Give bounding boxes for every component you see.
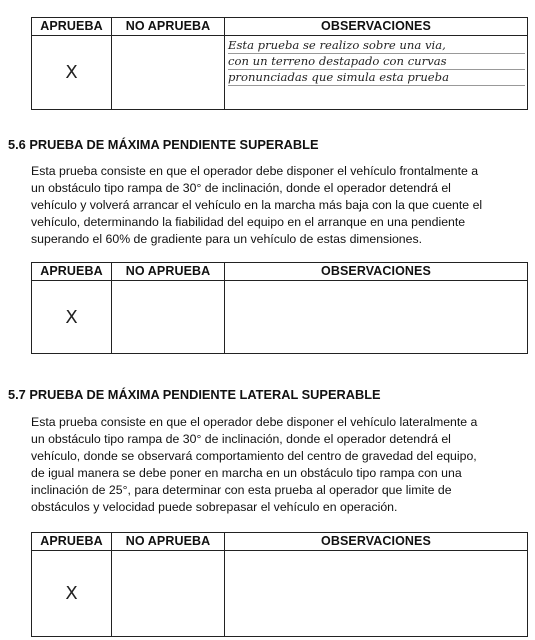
paragraph-line: un obstáculo tipo rampa de 30° de inclinación, donde el operador detendrá el bbox=[31, 181, 451, 195]
header-no-aprueba: NO APRUEBA bbox=[112, 263, 225, 281]
table-row bbox=[32, 551, 528, 637]
section-paragraph-5-7 bbox=[31, 414, 527, 516]
aprueba-mark: X bbox=[32, 281, 112, 354]
evaluation-table-3 bbox=[31, 532, 528, 637]
evaluation-table-2 bbox=[31, 262, 528, 354]
table-header-row bbox=[32, 533, 528, 551]
header-no-aprueba: NO APRUEBA bbox=[112, 18, 225, 36]
no-aprueba-cell bbox=[112, 551, 225, 637]
observations-cell bbox=[225, 281, 528, 354]
header-aprueba: APRUEBA bbox=[32, 533, 112, 551]
no-aprueba-cell bbox=[112, 36, 225, 110]
header-aprueba: APRUEBA bbox=[32, 263, 112, 281]
evaluation-table-1 bbox=[31, 17, 528, 110]
observations-cell bbox=[225, 551, 528, 637]
paragraph-line: vehículo, donde se observará comportamiento del centro de gravedad del equipo, bbox=[31, 449, 477, 463]
section-paragraph-5-6 bbox=[31, 163, 527, 248]
header-no-aprueba: NO APRUEBA bbox=[112, 533, 225, 551]
header-aprueba: APRUEBA bbox=[32, 18, 112, 36]
table-row bbox=[32, 36, 528, 110]
header-observaciones: OBSERVACIONES bbox=[225, 533, 528, 551]
aprueba-mark: X bbox=[32, 36, 112, 110]
observation-line: con un terreno destapado con curvas bbox=[228, 54, 525, 70]
paragraph-line: de igual manera se debe poner en marcha en un obstáculo tipo rampa con una bbox=[31, 466, 462, 480]
observations-cell bbox=[225, 36, 528, 110]
paragraph-line: Esta prueba consiste en que el operador debe disponer el vehículo frontalmente a bbox=[31, 164, 479, 178]
table-row bbox=[32, 281, 528, 354]
aprueba-mark: X bbox=[32, 551, 112, 637]
paragraph-line: un obstáculo tipo rampa de 30° de inclinación, donde el operador detendrá el bbox=[31, 432, 451, 446]
paragraph-line: Esta prueba consiste en que el operador debe disponer el vehículo lateralmente a bbox=[31, 415, 478, 429]
table-header-row bbox=[32, 18, 528, 36]
section-heading-5-6: 5.6 PRUEBA DE MÁXIMA PENDIENTE SUPERABLE bbox=[8, 137, 319, 152]
header-observaciones: OBSERVACIONES bbox=[225, 263, 528, 281]
observation-line: pronunciadas que simula esta prueba bbox=[228, 70, 525, 86]
paragraph-line: vehículo y volverá arrancar el vehículo en la marcha más baja con la que cuente el bbox=[31, 198, 483, 212]
header-observaciones: OBSERVACIONES bbox=[225, 18, 528, 36]
table-header-row bbox=[32, 263, 528, 281]
paragraph-line: obstáculos y velocidad puede sobrepasar el vehículo en operación. bbox=[31, 500, 398, 514]
observation-line: Esta prueba se realizo sobre una via, bbox=[228, 38, 525, 54]
paragraph-line: inclinación de 25°, para determinar con esta prueba al operador que limite de bbox=[31, 483, 452, 497]
paragraph-line: superando el 60% de gradiente para un vehículo de estas dimensiones. bbox=[31, 232, 423, 246]
no-aprueba-cell bbox=[112, 281, 225, 354]
section-heading-5-7: 5.7 PRUEBA DE MÁXIMA PENDIENTE LATERAL SUPERABLE bbox=[8, 387, 381, 402]
paragraph-line: vehículo, determinando la fiabilidad del equipo en el arranque en una pendiente bbox=[31, 215, 466, 229]
